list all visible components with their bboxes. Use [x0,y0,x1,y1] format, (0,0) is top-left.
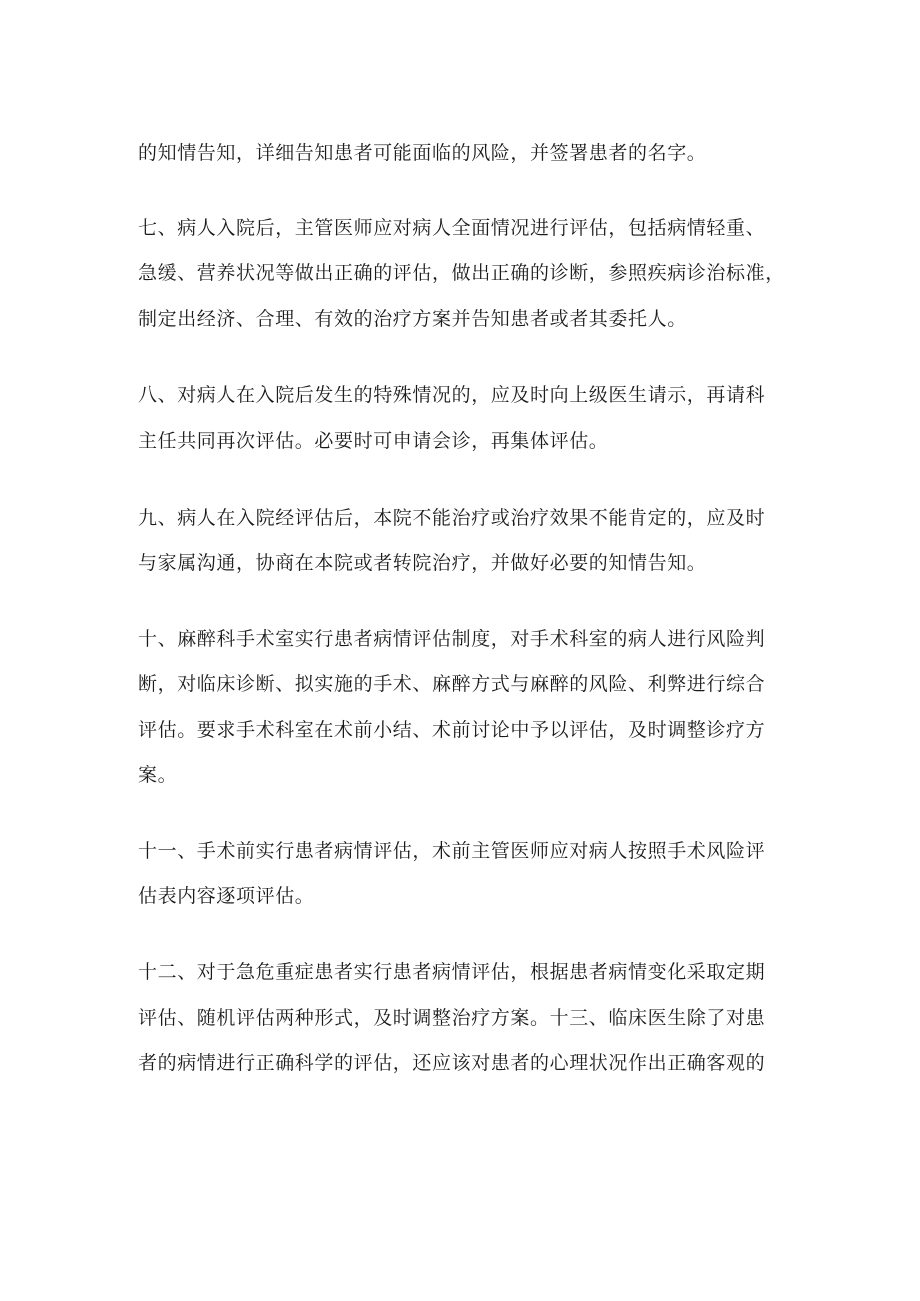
paragraph-line: 与家属沟通，协商在本院或者转院治疗，并做好必要的知情告知。 [138,552,707,574]
paragraph-line: 的知情告知，详细告知患者可能面临的风险，并签署患者的名字。 [138,142,707,164]
paragraph-line: 主任共同再次评估。必要时可申请会诊，再集体评估。 [138,430,609,452]
paragraph-line: 断，对临床诊断、拟实施的手术、麻醉方式与麻醉的风险、利弊进行综合 [138,673,766,695]
paragraph-line: 制定出经济、合理、有效的治疗方案并告知患者或者其委托人。 [138,308,687,330]
paragraph-line: 急缓、营养状况等做出正确的评估，做出正确的诊断，参照疾病诊治标准， [138,262,785,284]
paragraph-line: 十二、对于急危重症患者实行患者病情评估，根据患者病情变化采取定期 [138,961,766,983]
paragraph-line: 九、病人在入院经评估后，本院不能治疗或治疗效果不能肯定的，应及时 [138,507,766,529]
paragraph-line: 案。 [138,764,178,786]
paragraph-line: 者的病情进行正确科学的评估，还应该对患者的心理状况作出正确客观的 [138,1052,766,1074]
paragraph-line: 估表内容逐项评估。 [138,885,315,907]
paragraph-line: 十一、手术前实行患者病情评估，术前主管医师应对病人按照手术风险评 [138,840,766,862]
paragraph-line: 十、麻醉科手术室实行患者病情评估制度，对手术科室的病人进行风险判 [138,628,766,650]
paragraph-line: 八、对病人在入院后发生的特殊情况的，应及时向上级医生请示，再请科 [138,384,766,406]
paragraph-line: 评估、随机评估两种形式，及时调整治疗方案。十三、临床医生除了对患 [138,1007,766,1029]
paragraph-line: 评估。要求手术科室在术前小结、术前讨论中予以评估，及时调整诊疗方 [138,719,766,741]
paragraph-line: 七、病人入院后，主管医师应对病人全面情况进行评估，包括病情轻重、 [138,217,766,239]
